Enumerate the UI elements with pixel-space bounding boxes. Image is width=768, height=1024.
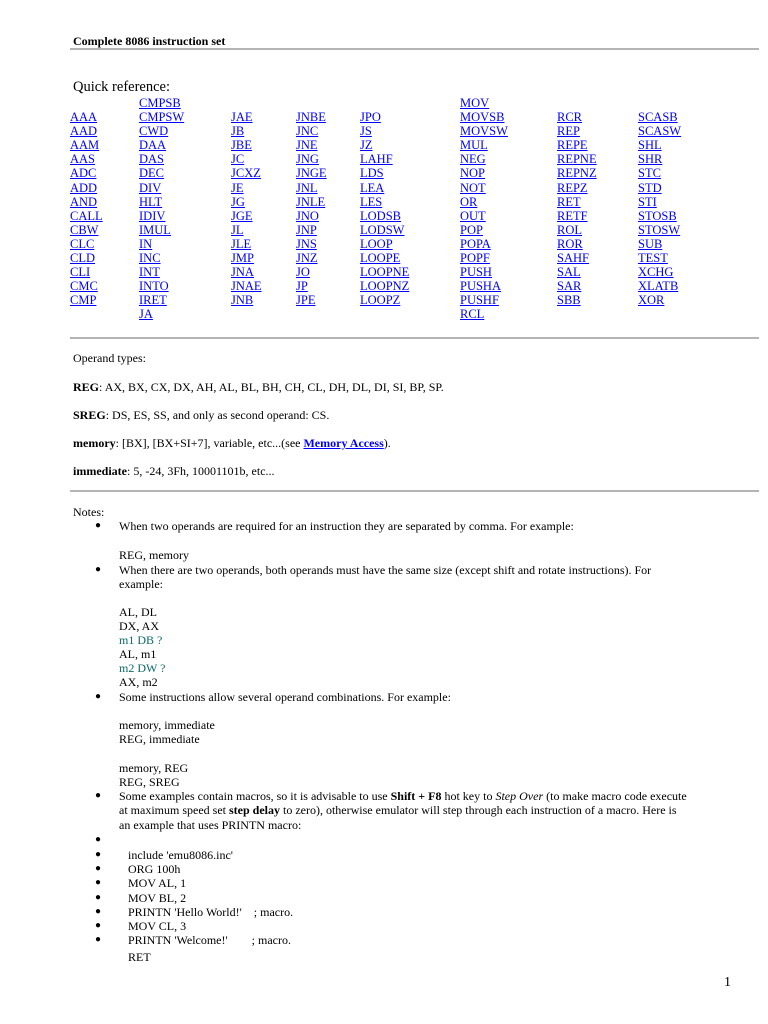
bullet: ● (95, 877, 102, 888)
step-delay-text: step delay (228, 803, 280, 817)
section-divider-2 (70, 490, 759, 492)
note-1: When two operands are required for an instruction they are separated by comma. For example: (119, 519, 574, 533)
instruction-column-7 (557, 96, 597, 307)
example-line-declaration: m2 DW ? (119, 661, 166, 675)
instruction-link[interactable]: ADD (70, 180, 98, 195)
instruction-link[interactable]: JNO (296, 208, 319, 223)
instruction-link[interactable]: JB (231, 124, 245, 139)
instruction-link[interactable]: POPF (460, 251, 490, 266)
instruction-link[interactable]: JNAE (231, 279, 262, 294)
note-4-line-1 (119, 789, 687, 804)
instruction-link[interactable]: MOV (460, 96, 490, 110)
instruction-column-3 (231, 96, 262, 307)
instruction-link[interactable]: STC (638, 166, 661, 181)
note-4-text: (to make macro code execute (543, 789, 687, 803)
instruction-link[interactable]: XCHG (638, 265, 674, 280)
memory-label: memory (73, 436, 116, 450)
instruction-link[interactable]: INC (139, 251, 161, 266)
instruction-link[interactable]: JC (231, 152, 245, 167)
section-divider (70, 337, 759, 339)
instruction-link[interactable]: JE (231, 180, 244, 195)
instruction-link[interactable]: STI (638, 194, 657, 209)
instruction-link[interactable]: CLD (70, 251, 95, 266)
instruction-link[interactable]: MOVSB (460, 110, 505, 125)
instruction-link[interactable]: JG (231, 194, 245, 209)
instruction-link[interactable]: CMP (70, 293, 97, 308)
example-line: REG, memory (119, 548, 189, 562)
instruction-link[interactable]: IDIV (139, 208, 166, 223)
bullet: ● (95, 790, 102, 801)
empty-cell (557, 96, 597, 110)
instruction-link[interactable]: ADC (70, 166, 97, 181)
instruction-link[interactable]: CBW (70, 222, 99, 237)
bullet: ● (95, 849, 102, 860)
instruction-link[interactable]: NOT (460, 180, 486, 195)
sreg-line (73, 408, 329, 423)
instruction-column-1 (70, 96, 103, 307)
reg-label: REG (73, 380, 100, 394)
instruction-link[interactable]: INT (139, 265, 160, 280)
hotkey-text: Shift + F8 (390, 789, 442, 803)
empty-cell (296, 96, 327, 110)
instruction-link[interactable]: SUB (638, 236, 663, 251)
instruction-link[interactable]: JA (139, 307, 153, 322)
instruction-link[interactable]: JS (360, 124, 372, 139)
example-line: memory, REG (119, 761, 189, 775)
example-line: AL, DL (119, 605, 157, 619)
instruction-link[interactable]: SAHF (557, 251, 589, 266)
instruction-link[interactable]: JLE (231, 236, 252, 251)
instruction-link[interactable]: STOSB (638, 208, 677, 223)
instruction-link[interactable]: LAHF (360, 152, 393, 167)
instruction-column-4 (296, 96, 327, 307)
note-2-line-2: example: (119, 577, 163, 591)
memory-line (73, 436, 391, 451)
bullet: ● (95, 520, 102, 531)
instruction-link[interactable]: SHL (638, 138, 662, 153)
reg-line (73, 380, 444, 395)
note-4-text: at maximum speed set (119, 803, 229, 817)
instruction-link[interactable]: JNE (296, 138, 318, 153)
note-4-line-3: an example that uses PRINTN macro: (119, 818, 302, 832)
instruction-link[interactable]: JGE (231, 208, 253, 223)
instruction-link[interactable]: PUSH (460, 265, 492, 280)
code-line: ORG 100h (128, 862, 181, 876)
instruction-link[interactable]: CALL (70, 208, 103, 223)
instruction-link[interactable]: LODSB (360, 208, 401, 223)
instruction-link[interactable]: CLI (70, 265, 91, 280)
instruction-link[interactable]: DAS (139, 152, 165, 167)
memory-access-link[interactable]: Memory Access (303, 436, 384, 450)
notes-heading: Notes: (73, 505, 105, 519)
instruction-link[interactable]: IN (139, 236, 153, 251)
instruction-link[interactable]: NEG (460, 152, 486, 167)
instruction-link[interactable]: PUSHA (460, 279, 501, 294)
instruction-link[interactable]: AAA (70, 110, 98, 125)
instruction-link[interactable]: JNB (231, 293, 254, 308)
bullet: ● (95, 863, 102, 874)
instruction-link[interactable]: OUT (460, 208, 486, 223)
note-3: Some instructions allow several operand combinations. For example: (119, 690, 451, 704)
instruction-link[interactable]: JNL (296, 180, 318, 195)
instruction-link[interactable]: REPNZ (557, 166, 597, 181)
instruction-link[interactable]: CMPSB (139, 96, 181, 110)
instruction-link[interactable]: JAE (231, 110, 253, 125)
instruction-link[interactable]: JNLE (296, 194, 326, 209)
empty-cell (70, 96, 103, 110)
instruction-link[interactable]: PUSHF (460, 293, 499, 308)
instruction-link[interactable]: REP (557, 124, 580, 139)
instruction-link[interactable]: DAA (139, 138, 167, 153)
instruction-link[interactable]: CWD (139, 124, 169, 139)
instruction-link[interactable]: ROR (557, 236, 583, 251)
instruction-link[interactable]: LOOPE (360, 251, 401, 266)
instruction-link[interactable]: SAL (557, 265, 581, 280)
code-line: MOV AL, 1 (128, 876, 187, 890)
memory-end: ). (383, 436, 391, 450)
instruction-link[interactable]: LEA (360, 180, 385, 195)
instruction-link[interactable]: REPNE (557, 152, 597, 167)
instruction-link[interactable]: STOSW (638, 222, 681, 237)
instruction-column-5 (360, 96, 409, 307)
instruction-link[interactable]: JPO (360, 110, 381, 125)
instruction-link[interactable]: JPE (296, 293, 316, 308)
example-line: memory, immediate (119, 718, 215, 732)
example-line: AL, m1 (119, 647, 157, 661)
instruction-link[interactable]: AAS (70, 152, 96, 167)
instruction-link[interactable]: STD (638, 180, 662, 195)
memory-text: : [BX], [BX+SI+7], variable, etc...(see (115, 436, 304, 450)
step-over-text: Step Over (495, 789, 544, 803)
instruction-link[interactable]: CLC (70, 236, 95, 251)
instruction-link[interactable]: JZ (360, 138, 373, 153)
instruction-link[interactable]: SHR (638, 152, 663, 167)
code-line: MOV BL, 2 (128, 891, 187, 905)
document-title: Complete 8086 instruction set (73, 34, 226, 48)
instruction-link[interactable]: IMUL (139, 222, 171, 237)
bullet: ● (95, 892, 102, 903)
bullet: ● (95, 564, 102, 575)
instruction-link[interactable]: SBB (557, 293, 581, 308)
instruction-link[interactable]: SCASB (638, 110, 678, 125)
instruction-link[interactable]: OR (460, 194, 478, 209)
bullet: ● (95, 934, 102, 945)
instruction-link[interactable]: IRET (139, 293, 167, 308)
instruction-link[interactable]: RCR (557, 110, 583, 125)
code-line: MOV CL, 3 (128, 919, 187, 933)
instruction-link[interactable]: LES (360, 194, 383, 209)
instruction-link[interactable]: CMPSW (139, 110, 185, 125)
immediate-label: immediate (73, 464, 127, 478)
header-divider (70, 48, 759, 50)
instruction-link[interactable]: REPE (557, 138, 588, 153)
instruction-link[interactable]: LODSW (360, 222, 405, 237)
instruction-link[interactable]: TEST (638, 251, 668, 266)
bullet: ● (95, 691, 102, 702)
instruction-link[interactable]: ROL (557, 222, 582, 237)
instruction-link[interactable]: AAD (70, 124, 98, 139)
instruction-link[interactable]: JCXZ (231, 166, 261, 181)
instruction-link[interactable]: JP (296, 279, 308, 294)
instruction-link[interactable]: NOP (460, 166, 486, 181)
instruction-link[interactable]: LOOPZ (360, 293, 401, 308)
instruction-link[interactable]: XOR (638, 293, 665, 308)
instruction-link[interactable]: SAR (557, 279, 582, 294)
example-line: REG, SREG (119, 775, 180, 789)
instruction-link[interactable]: JMP (231, 251, 254, 266)
instruction-link[interactable]: RCL (460, 307, 485, 322)
immediate-text: : 5, -24, 3Fh, 10001101b, etc... (126, 464, 275, 478)
instruction-link[interactable]: AAM (70, 138, 100, 153)
bullet: ● (95, 834, 102, 845)
instruction-link[interactable]: MUL (460, 138, 488, 153)
instruction-link[interactable]: XLATB (638, 279, 679, 294)
note-4-line-2 (119, 803, 677, 818)
instruction-link[interactable]: JNGE (296, 166, 327, 181)
empty-cell (360, 96, 409, 110)
operand-types-heading: Operand types: (73, 351, 146, 365)
instruction-link[interactable]: JO (296, 265, 310, 280)
code-line: PRINTN 'Welcome!' ; macro. (128, 933, 291, 947)
sreg-text: : DS, ES, SS, and only as second operand: CS. (105, 408, 330, 422)
instruction-link[interactable]: RETF (557, 208, 588, 223)
instruction-link[interactable]: LOOP (360, 236, 393, 251)
example-line: DX, AX (119, 619, 160, 633)
instruction-column-2 (139, 96, 184, 322)
example-line: REG, immediate (119, 732, 200, 746)
instruction-link[interactable]: DIV (139, 180, 162, 195)
note-4-text: hot key to (441, 789, 496, 803)
quick-reference-label: Quick reference: (73, 79, 171, 95)
instruction-link[interactable]: JNC (296, 124, 319, 139)
note-4-text: to zero), otherwise emulator will step through each instruction of a macro. Here is (279, 803, 677, 817)
instruction-link[interactable]: POP (460, 222, 483, 237)
example-line: AX, m2 (119, 675, 158, 689)
instruction-link[interactable]: POPA (460, 236, 491, 251)
code-line: include 'emu8086.inc' (128, 848, 233, 862)
empty-cell (231, 96, 262, 110)
code-line: PRINTN 'Hello World!' ; macro. (128, 905, 294, 919)
instruction-link[interactable]: JNA (231, 265, 254, 280)
instruction-link[interactable]: MOVSW (460, 124, 508, 139)
instruction-link[interactable]: INTO (139, 279, 169, 294)
page-number: 1 (724, 975, 731, 990)
instruction-link[interactable]: RET (557, 194, 581, 209)
instruction-link[interactable]: JNBE (296, 110, 326, 125)
bullet: ● (95, 920, 102, 931)
note-4-text: Some examples contain macros, so it is advisable to use (119, 789, 391, 803)
instruction-link[interactable]: JBE (231, 138, 252, 153)
instruction-link[interactable]: AND (70, 194, 98, 209)
instruction-link[interactable]: JNP (296, 222, 317, 237)
instruction-column-8 (638, 96, 681, 307)
instruction-link[interactable]: LDS (360, 166, 384, 181)
instruction-link[interactable]: JNS (296, 236, 317, 251)
instruction-link[interactable]: DEC (139, 166, 164, 181)
instruction-link[interactable]: JNZ (296, 251, 318, 266)
instruction-link[interactable]: CMC (70, 279, 98, 294)
empty-cell (638, 96, 681, 110)
code-line: RET (128, 950, 151, 964)
immediate-line (73, 464, 275, 479)
example-line-declaration: m1 DB ? (119, 633, 163, 647)
instruction-column-6 (460, 96, 508, 322)
instruction-link[interactable]: HLT (139, 194, 163, 209)
instruction-link[interactable]: LOOPNZ (360, 279, 410, 294)
bullet: ● (95, 906, 102, 917)
reg-text: : AX, BX, CX, DX, AH, AL, BL, BH, CH, CL, DH, DL, DI, SI, BP, SP. (99, 380, 444, 394)
instruction-link[interactable]: LOOPNE (360, 265, 410, 280)
instruction-link[interactable]: JNG (296, 152, 319, 167)
instruction-link[interactable]: REPZ (557, 180, 588, 195)
note-2-line-1: When there are two operands, both operands must have the same size (except shift and rotate instructions). For (119, 563, 652, 577)
instruction-link[interactable]: SCASW (638, 124, 682, 139)
instruction-link[interactable]: JL (231, 222, 244, 237)
sreg-label: SREG (73, 408, 106, 422)
